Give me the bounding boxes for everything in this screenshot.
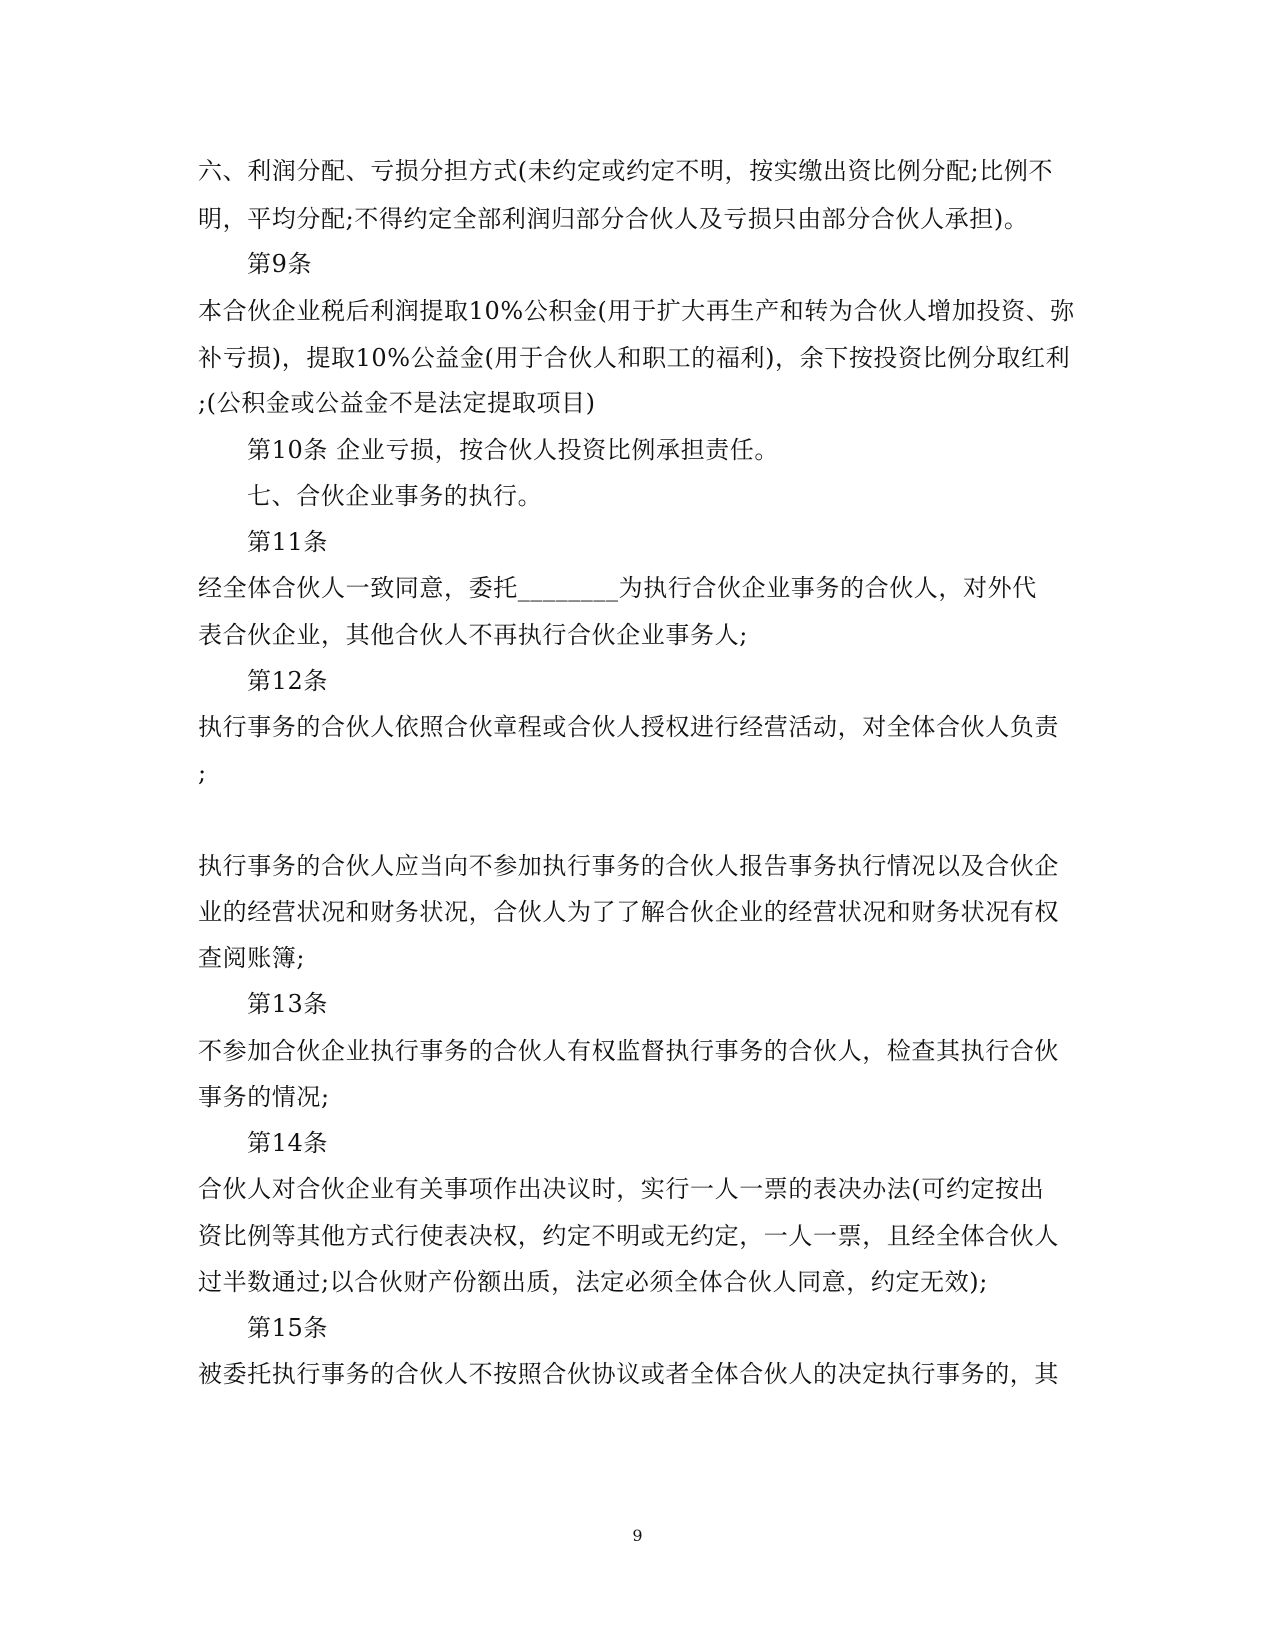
section-heading: 七、合伙企业事务的执行。: [247, 482, 543, 510]
article-heading: 第13条: [247, 990, 328, 1018]
text-line: 本合伙企业税后利润提取10%公积金(用于扩大再生产和转为合伙人增加投资、弥: [198, 297, 1075, 325]
text-line: 不参加合伙企业执行事务的合伙人有权监督执行事务的合伙人，检查其执行合伙: [198, 1037, 1059, 1065]
text-line: 六、利润分配、亏损分担方式(未约定或约定不明，按实缴出资比例分配;比例不: [198, 157, 1054, 185]
article-heading: 第9条: [247, 250, 313, 278]
page-number: 9: [632, 1526, 643, 1545]
text-line: 业的经营状况和财务状况，合伙人为了了解合伙企业的经营状况和财务状况有权: [198, 898, 1059, 926]
text-line: 事务的情况;: [198, 1083, 330, 1111]
text-line: ;: [198, 759, 207, 787]
article-heading: 第15条: [247, 1314, 328, 1342]
text-line: 执行事务的合伙人应当向不参加执行事务的合伙人报告事务执行情况以及合伙企: [198, 852, 1059, 880]
text-line: 表合伙企业，其他合伙人不再执行合伙企业事务人;: [198, 621, 748, 649]
text-line: 补亏损)，提取10%公益金(用于合伙人和职工的福利)，余下按投资比例分取红利: [198, 344, 1071, 372]
article-heading: 第10条 企业亏损，按合伙人投资比例承担责任。: [247, 436, 779, 464]
text-line: 被委托执行事务的合伙人不按照合伙协议或者全体合伙人的决定执行事务的，其: [198, 1360, 1059, 1388]
text-line: 明，平均分配;不得约定全部利润归部分合伙人及亏损只由部分合伙人承担)。: [198, 205, 1029, 233]
text-line: 查阅账簿;: [198, 944, 306, 972]
text-line: 经全体合伙人一致同意，委托________为执行合伙企业事务的合伙人，对外代: [198, 574, 1037, 602]
article-heading: 第12条: [247, 667, 328, 695]
text-line: 执行事务的合伙人依照合伙章程或合伙人授权进行经营活动，对全体合伙人负责: [198, 713, 1059, 741]
text-line: ;(公积金或公益金不是法定提取项目): [198, 389, 596, 417]
article-heading: 第11条: [247, 528, 328, 556]
article-heading: 第14条: [247, 1129, 328, 1157]
text-line: 合伙人对合伙企业有关事项作出决议时，实行一人一票的表决办法(可约定按出: [198, 1175, 1045, 1203]
text-line: 过半数通过;以合伙财产份额出质，法定必须全体合伙人同意，约定无效);: [198, 1268, 988, 1296]
text-line: 资比例等其他方式行使表决权，约定不明或无约定，一人一票，且经全体合伙人: [198, 1222, 1059, 1250]
